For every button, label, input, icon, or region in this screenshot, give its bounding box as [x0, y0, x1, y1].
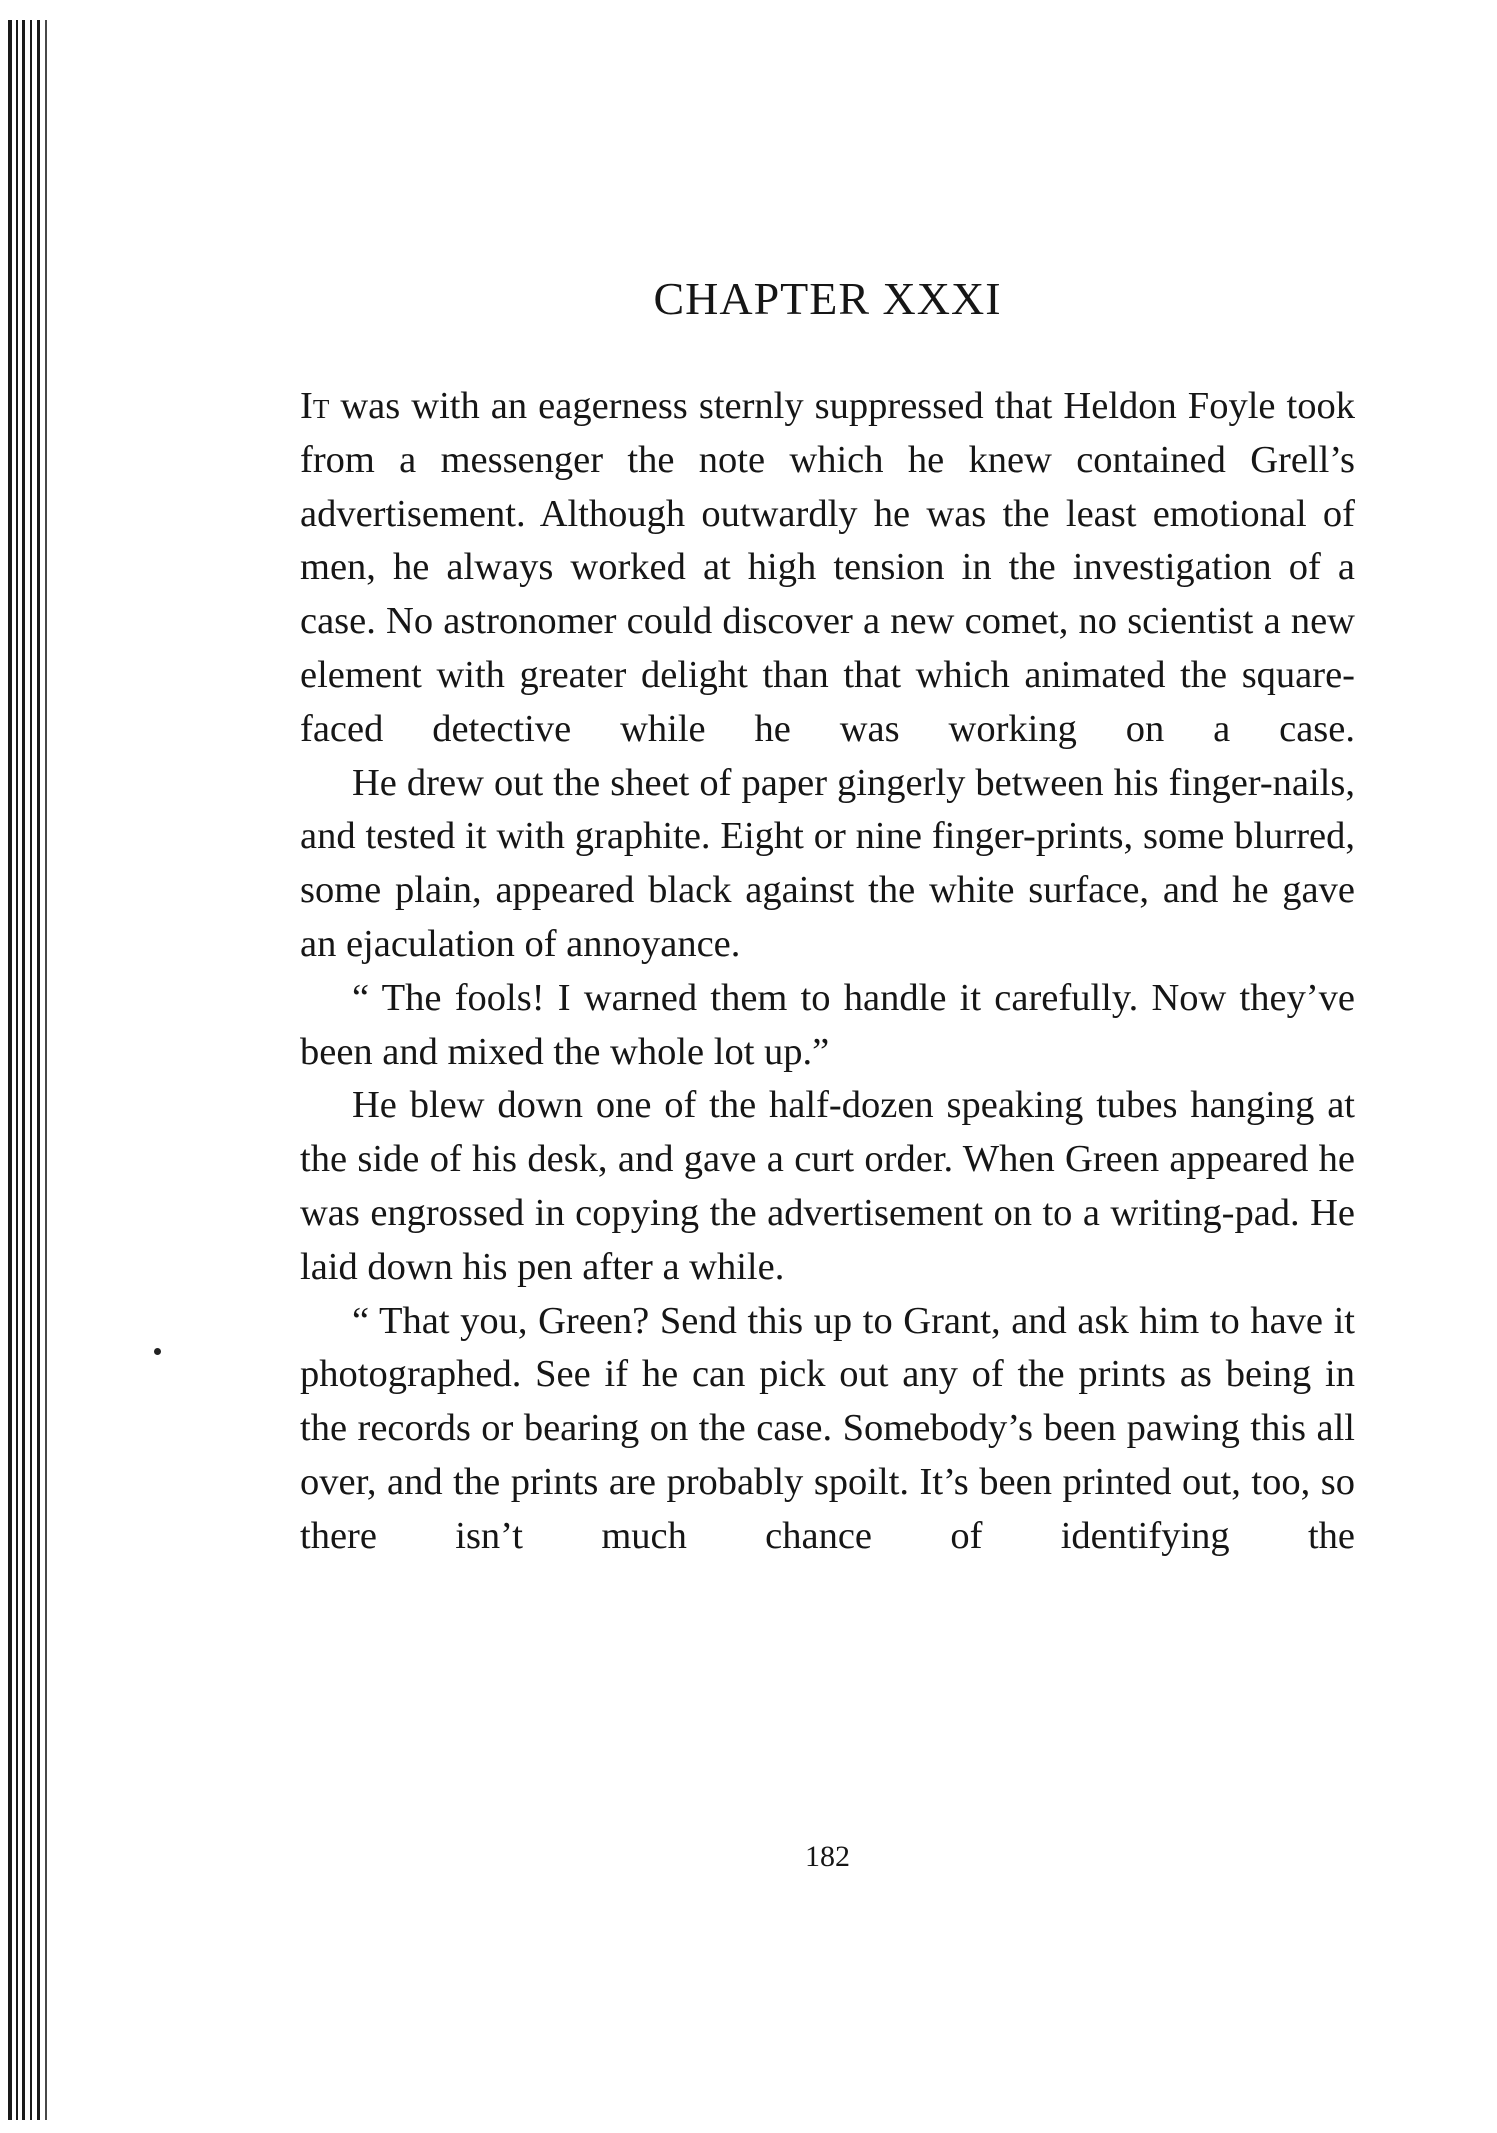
paragraph: “ That you, Green? Send this up to Grant, and ask him to have it photographed. See if he can pick out any of the prints as being in the records or bearing on the case. Somebody’s been pawing this all over, and the prints are probably spoilt. It’s been printed out, too, so there isn’t much chance of identifying the: [300, 1299, 1355, 1557]
gutter-line: [37, 20, 40, 2120]
gutter-line: [30, 20, 32, 2120]
body-text: [300, 380, 1355, 1564]
page-number: 182: [805, 1840, 850, 1873]
chapter-title: CHAPTER XXXI: [653, 273, 1002, 324]
gutter-line: [8, 20, 12, 2120]
paragraph: He drew out the sheet of paper gingerly between his finger-nails, and tested it with graphite. Eight or nine finger-prints, some blurred, some plain, appeared black against the white surface, and he gave an ejaculation of annoyance.: [300, 761, 1355, 965]
ink-speck: [154, 1348, 161, 1355]
paragraph: [300, 380, 1355, 757]
paragraph: “ The fools! I warned them to handle it carefully. Now they’ve been and mixed the whole lot up.”: [300, 976, 1355, 1073]
paragraph-text: was with an eagerness sternly suppressed that Heldon Foyle took from a messenger the note which he knew contained Grell’s advertisement. Although outwardly he was the least emotional of men, he always worked at high tension in the investigation of a case. No astronomer could discover a new comet, no scientist a new element with greater delight than that which animated the square-faced detective while he was working on a case.: [300, 385, 1355, 750]
gutter-line: [22, 20, 25, 2120]
binding-gutter: [0, 20, 60, 2120]
paragraph-lead-word: It: [300, 385, 330, 427]
gutter-line: [16, 20, 18, 2120]
paragraph: He blew down one of the half-dozen speaking tubes hanging at the side of his desk, and gave a curt order. When Green appeared he was engrossed in copying the advertisement on to a writing-pad. He laid down his pen after a while.: [300, 1084, 1355, 1288]
gutter-line: [45, 20, 47, 2120]
